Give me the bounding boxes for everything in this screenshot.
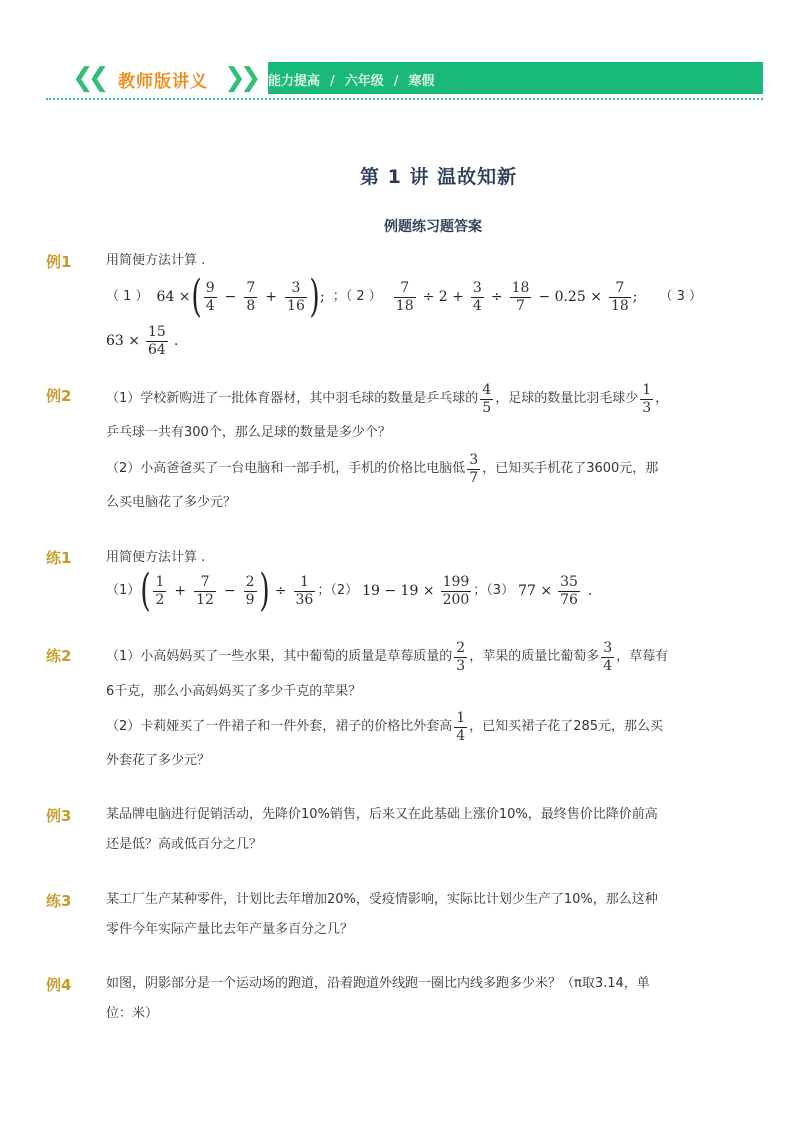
- lian3-line1: 某工厂生产某种零件，计划比去年增加20%，受疫情影响，实际比计划少生产了10%，那么这种: [106, 892, 658, 907]
- li1-expression-3: 63 × $\frac{15}{64}$ .: [106, 323, 179, 358]
- fraction: $\frac{4}{5}$: [482, 381, 492, 416]
- fraction: $\frac{9}{4}$: [205, 279, 215, 314]
- fraction: $\frac{7}{18}$: [610, 279, 629, 314]
- fraction: $\frac{7}{12}$: [196, 573, 214, 608]
- tag-grade: 六年级: [344, 74, 384, 89]
- li2-part1-line2: 乒乓球一共有300个，那么足球的数量是多少个？: [106, 425, 391, 440]
- problem-label-lian2: 练2: [46, 647, 72, 665]
- fraction: $\frac{1}{36}$: [295, 573, 314, 608]
- header-title: 教师版讲义: [118, 72, 208, 92]
- problem-label-li1: 例1: [46, 253, 72, 271]
- lian2-part2-line2: 外套花了多少元？: [106, 753, 211, 768]
- fraction: $\frac{2}{9}$: [245, 573, 255, 608]
- problem-label-lian3: 练3: [46, 892, 72, 910]
- lian3-line2: 零件今年实际产量比去年产量多百分之几？: [106, 922, 354, 937]
- fraction: $\frac{1}{2}$: [155, 573, 165, 608]
- paren-left: (: [140, 565, 152, 616]
- fraction: $\frac{35}{76}$: [560, 573, 578, 608]
- fraction: $\frac{1}{3}$: [642, 381, 652, 416]
- header-tags: 能力提高 / 六年级 / 寒假: [268, 70, 435, 89]
- fraction: $\frac{3}{16}$: [287, 279, 305, 314]
- problem-label-li2: 例2: [46, 387, 72, 405]
- li4-line2: 位：米）: [106, 1006, 159, 1021]
- paren-right: ): [309, 271, 320, 322]
- lian2-part1-line2: 6千克，那么小高妈妈买了多少千克的苹果？: [106, 684, 362, 699]
- tag-level: 能力提高: [268, 74, 321, 89]
- lian2-part2-line1: （2）卡莉娅买了一件裙子和一件外套，裙子的价格比外套高 $\frac{1}{4}$ ，已知买裙子花了285元，那么买: [106, 709, 664, 744]
- li4-line1: 如图，阴影部分是一个运动场的跑道，沿着跑道外线跑一圈比内线多跑多少米？（π取3.14，单: [106, 976, 650, 991]
- problem-label-lian1: 练1: [46, 549, 72, 567]
- problem-label-li3: 例3: [46, 807, 72, 825]
- fraction: $\frac{7}{18}$: [395, 279, 414, 314]
- fraction: $\frac{3}{4}$: [603, 639, 613, 674]
- header-bar: [46, 62, 763, 94]
- li2-part2-line2: 么买电脑花了多少元？: [106, 495, 237, 510]
- paren-right: ): [259, 565, 270, 616]
- dotted-divider: [46, 98, 763, 100]
- fraction: $\frac{3}{7}$: [469, 451, 479, 486]
- fraction: $\frac{7}{8}$: [246, 279, 256, 314]
- li3-line1: 某品牌电脑进行促销活动，先降价10%销售，后来又在此基础上涨价10%，最终售价比降价前高: [106, 807, 658, 822]
- fraction: $\frac{199}{200}$: [442, 573, 470, 608]
- li1-expressions: （ 1 ） 64 × ( $\frac{9}{4}$ − $\frac{7}{8}$ + $\frac{3}{16}$ ) ; ；（ 2 ） $\frac{7}{18}$ ÷ 2 + $\frac{3}{4}$ ÷ $\frac{18}{7}$ − 0.25 × $\frac{7}{18}$ ; （ 3 ）: [106, 271, 703, 322]
- li1-intro: 用简便方法计算 .: [106, 253, 206, 268]
- chevron-right-icon: ❯❯: [224, 63, 256, 93]
- section-title: 例题练习题答案: [384, 219, 482, 235]
- chevron-left-icon: ❮❮: [72, 63, 104, 93]
- li3-line2: 还是低？高或低百分之几？: [106, 837, 263, 852]
- paren-left: (: [190, 271, 202, 322]
- lesson-title: 第 1 讲 温故知新: [360, 166, 518, 188]
- li2-part1-line1: （1）学校新购进了一批体育器材，其中羽毛球的数量是乒乓球的 $\frac{4}{5}$ ，足球的数量比羽毛球少 $\frac{1}{3}$ ，: [106, 381, 669, 416]
- fraction: $\frac{15}{64}$: [148, 323, 166, 358]
- header-logo-area: [46, 62, 268, 94]
- li2-part2-line1: （2）小高爸爸买了一台电脑和一部手机，手机的价格比电脑低 $\frac{3}{7}$ ，已知买手机花了3600元，那: [106, 451, 659, 486]
- fraction: $\frac{1}{4}$: [456, 709, 466, 744]
- lian2-part1-line1: （1）小高妈妈买了一些水果，其中葡萄的质量是草莓质量的 $\frac{2}{3}$ ，苹果的质量比葡萄多 $\frac{3}{4}$ ，草莓有: [106, 639, 669, 674]
- fraction: $\frac{2}{3}$: [456, 639, 466, 674]
- problem-label-li4: 例4: [46, 976, 72, 994]
- lian1-intro: 用简便方法计算 .: [106, 550, 206, 565]
- tag-term: 寒假: [408, 74, 435, 89]
- lian1-expressions: （1） ( $\frac{1}{2}$ + $\frac{7}{12}$ − $\frac{2}{9}$ ) ÷ $\frac{1}{36}$ ；（2） 19 − 19 × $\frac{199}{200}$ ；（3） 77 × $\frac{35}{76}$ .: [106, 565, 593, 616]
- fraction: $\frac{18}{7}$: [511, 279, 530, 314]
- fraction: $\frac{3}{4}$: [472, 279, 482, 314]
